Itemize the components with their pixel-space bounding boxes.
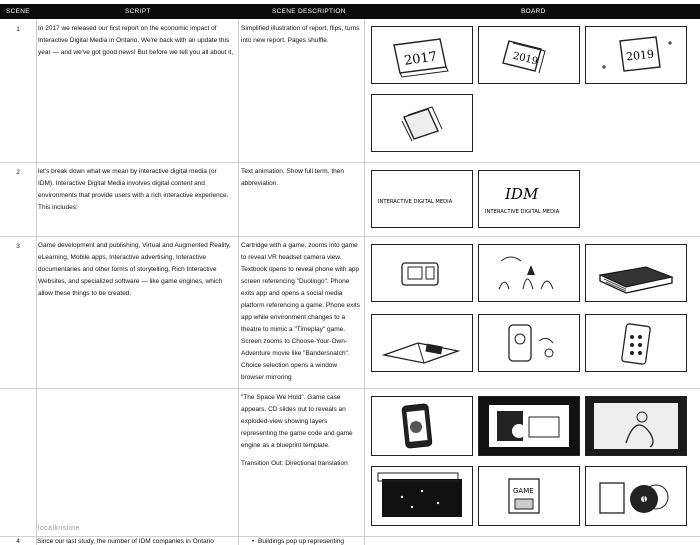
watermark: localkristine bbox=[38, 525, 80, 532]
scene-number: 2 bbox=[16, 169, 20, 176]
transition-note: Transition Out: Directional translation bbox=[241, 460, 348, 467]
script-text: In 2017 we released our first report on the economic impact of Interactive Digital Media in Ontario. We're back with an update this year — and we've got good news! But before we tell you all about it, bbox=[38, 25, 234, 56]
board-frame bbox=[478, 314, 580, 372]
board-frame bbox=[371, 396, 473, 456]
scene-number: 3 bbox=[16, 243, 20, 250]
scene-number: 1 bbox=[16, 26, 20, 33]
scene-number: 4 bbox=[16, 538, 20, 545]
script-text: let's break down what we mean by interactive digital media (or IDM). Interactive Digital Media involves digital content and environments that provide users with a rich interactive experience. This includes: bbox=[38, 168, 229, 211]
board-frame bbox=[371, 244, 473, 302]
board-frame bbox=[371, 170, 473, 228]
scene-description: Cartridge with a game, zooms into game to reveal VR headset camera view. Textbook opens to reveal phone with app screen referencing "Duolingo". Phone exits app and opens a social media platform referencing a game. Phone exits app while environment changes to a theatre to mimic a "Timeplay" game. Screen zooms to Choose-Your-Own-Adventure movie like "Bandersnatch". Choice selection opens a window browser mirroring bbox=[241, 242, 360, 381]
board-frame bbox=[478, 396, 580, 456]
board-frame bbox=[585, 26, 687, 84]
header-scene-description: SCENE DESCRIPTION bbox=[272, 8, 346, 15]
sketch-term-label: INTERACTIVE DIGITAL MEDIA bbox=[485, 209, 560, 215]
sketch-year-label: 2019 bbox=[625, 47, 655, 64]
board-frame bbox=[585, 466, 687, 526]
scene-description bbox=[241, 392, 361, 476]
scene-description: Text animation. Show full term, then abbreviation. bbox=[241, 168, 344, 187]
sketch-game-label: GAME bbox=[513, 487, 534, 495]
board-frame bbox=[585, 244, 687, 302]
board-frame bbox=[371, 94, 473, 152]
table-row bbox=[0, 162, 700, 237]
board-frame bbox=[478, 466, 580, 526]
header-scene: SCENE bbox=[6, 8, 30, 15]
scene-description-text: "The Space We Hold". Game case appears, CD slides out to reveals an exploded-view showing layers representing the game code and game engine as a blueprint template. bbox=[241, 394, 353, 449]
header-board: BOARD bbox=[521, 8, 546, 15]
sketch-year-label: 2017 bbox=[403, 49, 439, 69]
board-frame bbox=[585, 314, 687, 372]
scene-description: Simplified illustration of report, flips, turns into new report. Pages shuffle. bbox=[241, 25, 360, 44]
header-script: SCRIPT bbox=[125, 8, 151, 15]
sketch-term-label: INTERACTIVE DIGITAL MEDIA bbox=[378, 199, 453, 205]
script-text: Game development and publishing, Virtual and Augmented Reality, eLearning, Mobile apps, Interactive advertising, Interactive documentaries and other forms of storytelling, Rich Interactive Websites, and specialized software — like game engines, which allow these things to be created. bbox=[38, 242, 231, 297]
board-frame bbox=[478, 170, 580, 228]
board-frame bbox=[371, 26, 473, 84]
sketch-year-label: 2019 bbox=[511, 50, 539, 68]
scene-description-bullet: • Buildings pop up representing bbox=[258, 538, 344, 545]
board-frame bbox=[371, 466, 473, 526]
sketch-abbr-label: IDM bbox=[505, 185, 539, 203]
board-frame bbox=[478, 244, 580, 302]
board-frame bbox=[371, 314, 473, 372]
board-frame bbox=[585, 396, 687, 456]
board-frame bbox=[478, 26, 580, 84]
script-text: Since our last study, the number of IDM companies in Ontario bbox=[37, 538, 214, 545]
table-header bbox=[0, 4, 700, 19]
